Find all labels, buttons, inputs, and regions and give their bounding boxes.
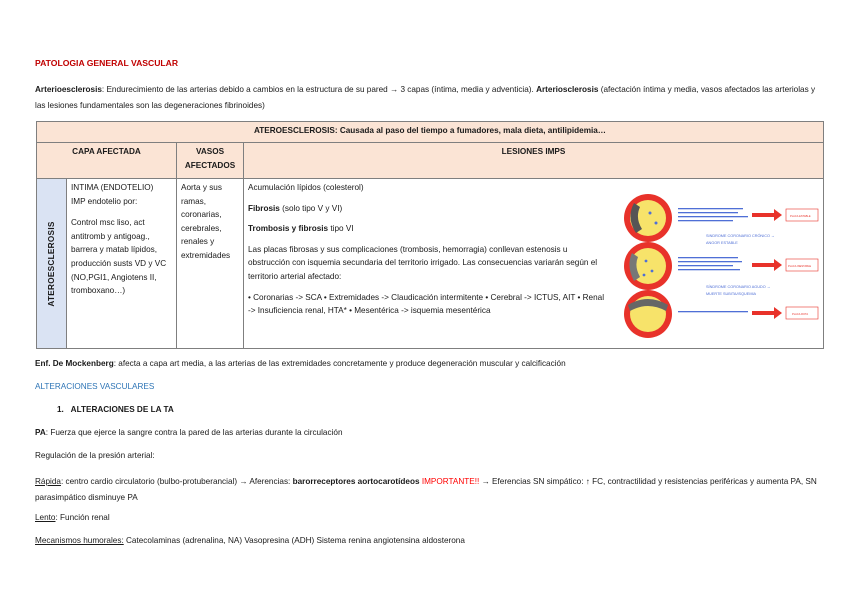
col-header-vasos: VASOS AFECTADOS [177, 143, 244, 179]
row-label-cell [37, 179, 67, 349]
lesion-acumulacion: Acumulación lípidos (colesterol) [248, 183, 364, 192]
lento-line: Lento: Función renal [35, 513, 110, 522]
row-label: ATEROESCLEROSIS [46, 220, 56, 307]
box-ruptured: PLACA ROTA [792, 313, 809, 316]
section-heading: ALTERACIONES VASCULARES [35, 382, 155, 391]
col-header-lesiones: LESIONES IMPS [244, 143, 824, 179]
page-title: PATOLOGIA GENERAL VASCULAR [35, 58, 179, 68]
numbered-heading: 1. ALTERACIONES DE LA TA [57, 405, 174, 414]
table-title-row: ATEROESCLEROSIS: Causada al paso del tiempo a fumadores, mala dieta, antilipidemia… [37, 122, 824, 143]
box-unstable: PLACA INESTABLE [788, 265, 812, 268]
artery-stable-image [624, 194, 672, 242]
term-arteriosclerosis: Arteriosclerosis [536, 85, 599, 94]
pa-definition: PA: Fuerza que ejerce la sangre contra la pared de las arterias durante la circulación [35, 428, 343, 437]
mecanismos-line: Mecanismos humorales: Catecolaminas (adrenalina, NA) Vasopresina (ADH) Sistema renina angiotensina aldosterona [35, 536, 465, 545]
mockenberg-paragraph: Enf. De Mockenberg: afecta a capa art media, a las arterias de las extremidades concretamente y produce degeneración muscular y calcificación [35, 359, 566, 368]
lesion-territorios: • Coronarias -> SCA • Extremidades -> Claudicación intermitente • Cerebral -> ICTUS, AIT • Renal -> Insuficiencia renal, HTA* • Mesentérica -> isquemia mesentérica [248, 292, 605, 316]
rapida-paragraph: Rápida: centro cardio circulatorio (bulbo-protuberancial) → Aferencias: barorreceptores aortocarotídeos IMPORTANTE!! → Eferencias SN simpático: ↑ FC, contractilidad y resistencias periféricas y aumenta PA, SN parasimpático disminuye PA [35, 477, 817, 502]
vasos-cell: Aorta y sus ramas, coronarias, cerebrales, renales y extremidades [177, 179, 244, 349]
plaque-diagram [620, 193, 820, 343]
capa-cell: INTIMA (ENDOTELIO) IMP endotelio por: Control msc liso, act antitromb y antigoag., barrera y matab lípidos, producción susts VD y VC (NO,PGI1, Angiotens II, tromboxano…) [67, 179, 177, 349]
label-sudden-death: MUERTE SUBITA/ISQUEMIA [706, 292, 757, 296]
intro-paragraph: Arterioesclerosis: Endurecimiento de las arterias debido a cambios en la estructura de su pared → 3 capas (íntima, media y adventicia). Arteriosclerosis (afectación íntima y media, vasos afectados las arteriolas y las lesiones fundamentales son las degeneraciones fibrinoides) [35, 85, 816, 110]
label-chronic: SINDROME CORONARIO CRÓNICO → [706, 234, 775, 238]
label-acute: SÍNDROME CORONARIO AGUDO → [706, 285, 771, 289]
lesion-trombosis: Trombosis y fibrosis tipo VI [248, 224, 354, 234]
regulacion-line: Regulación de la presión arterial: [35, 451, 155, 460]
box-stable: PLACA ESTABLE [790, 215, 811, 218]
artery-ruptured-image [624, 290, 672, 338]
lesion-placas: Las placas fibrosas y sus complicaciones (trombosis, hemorragia) conllevan estenosis u obstrucción con isquemia secundaria del territorio irrigado. Las consecuencias variarán según el territorio arterial afectado: [248, 244, 598, 281]
artery-unstable-image [624, 242, 672, 290]
lesion-fibrosis: Fibrosis (solo tipo V y VI) [248, 203, 343, 213]
term-arterioesclerosis: Arterioesclerosis [35, 85, 102, 94]
label-angor: ANGOR ESTABLE [706, 241, 738, 245]
col-header-capa: CAPA AFECTADA [37, 143, 177, 179]
